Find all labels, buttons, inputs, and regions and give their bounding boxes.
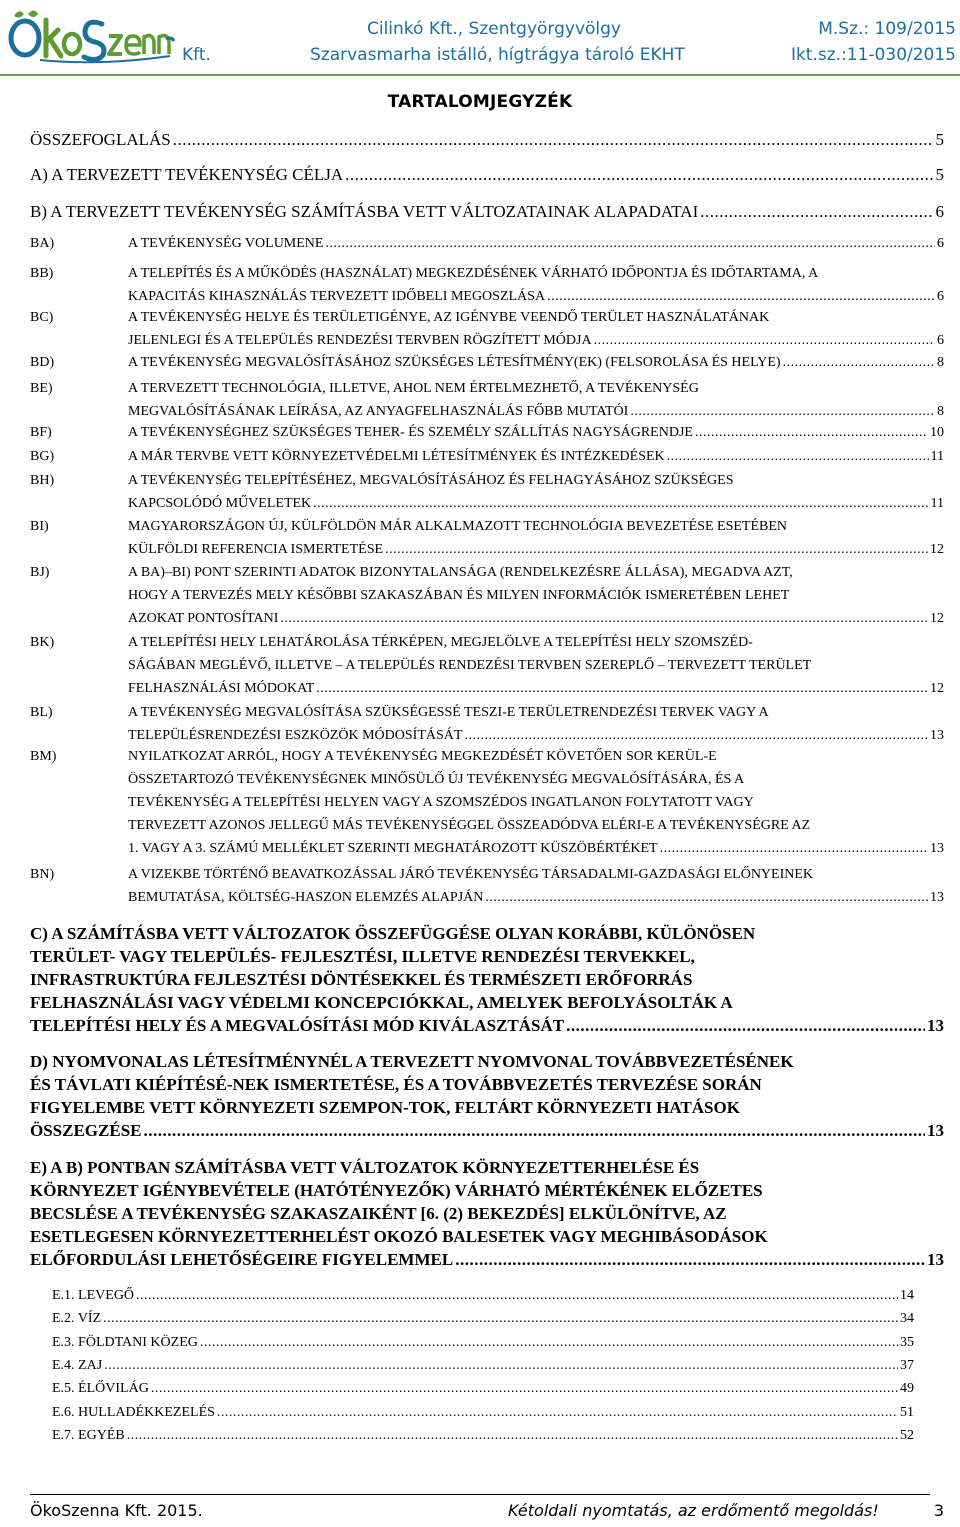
- toc-leader: [630, 400, 935, 423]
- toc-entry-code: BI): [30, 519, 49, 534]
- toc-entry-code: BC): [30, 310, 54, 325]
- toc-page-number: 35: [900, 1335, 914, 1350]
- toc-e-entry-5[interactable]: [52, 1377, 914, 1400]
- header-center: [310, 16, 685, 68]
- toc-entry-text: E) A B) PONTBAN SZÁMÍTÁSBA VETT VÁLTOZATOK KÖRNYEZETTERHELÉSE ÉS: [30, 1158, 700, 1177]
- toc-entry-text: TEVÉKENYSÉG A TELEPÍTÉSI HELYEN VAGY A SZOMSZÉDOS INGATLANON FOLYTATOTT VAGY: [128, 795, 754, 810]
- toc-entry-text: A VIZEKBE TÖRTÉNŐ BEAVATKOZÁSSAL JÁRÓ TEVÉKENYSÉG TÁRSADALMI-GAZDASÁGI ELŐNYEINEK: [128, 867, 814, 882]
- toc-leader: [136, 1284, 898, 1307]
- toc-entry-text: KÜLFÖLDI REFERENCIA ISMERTETÉSE: [128, 542, 384, 557]
- toc-entry-code: BA): [30, 236, 55, 251]
- toc-entry-text: ÖSSZEFOGLALÁS: [30, 130, 171, 149]
- toc-entry-text: A MÁR TERVBE VETT KÖRNYEZETVÉDELMI LÉTESÍTMÉNYEK ÉS INTÉZKEDÉSEK: [128, 449, 665, 464]
- toc-sub-entry-bl[interactable]: [30, 701, 944, 747]
- toc-page-number: 13: [927, 1121, 944, 1140]
- toc-entry-text: TERVEZETT AZONOS JELLEGŰ MÁS TEVÉKENYSÉGGEL ÖSSZEADÓDVA ELÉRI-E A TEVÉKENYSÉGRE AZ: [128, 818, 811, 833]
- toc-sub-entry-bb[interactable]: [30, 262, 944, 308]
- toc-page-number: 8: [937, 404, 944, 419]
- footer-company: ÖkoSzenna Kft. 2015.: [30, 1501, 203, 1520]
- toc-entry-text: E.2. VÍZ: [52, 1311, 102, 1326]
- toc-entry-text: KÖRNYEZET IGÉNYBEVÉTELE (HATÓTÉNYEZŐK) VÁRHATÓ MÉRTÉKÉNEK ELŐZETES: [30, 1181, 763, 1200]
- toc-sub-entry-bd[interactable]: [30, 351, 944, 374]
- toc-entry-text: HOGY A TERVEZÉS MELY KÉSŐBBI SZAKASZÁBAN ÉS MILYEN INFORMÁCIÓK ISMERETÉBEN LEHET: [128, 588, 790, 603]
- toc-entry-text: C) A SZÁMÍTÁSBA VETT VÁLTOZATOK ÖSSZEFÜGGÉSE OLYAN KORÁBBI, KÜLÖNÖSEN: [30, 924, 756, 943]
- toc-e-entry-1[interactable]: [52, 1284, 914, 1307]
- toc-e-entry-3[interactable]: [52, 1331, 914, 1354]
- toc-e-entry-2[interactable]: [52, 1307, 914, 1330]
- toc-entry-text: FIGYELEMBE VETT KÖRNYEZETI SZEMPON-TOK, FELTÁRT KÖRNYEZETI HATÁSOK: [30, 1098, 740, 1117]
- toc-leader: [485, 886, 928, 909]
- toc-page-number: 12: [930, 611, 944, 626]
- toc-page-number: 10: [930, 425, 944, 440]
- toc-entry-text: A TEVÉKENYSÉG MEGVALÓSÍTÁSA SZÜKSÉGESSÉ TESZI-E TERÜLETRENDEZÉSI TERVEK VAGY A: [128, 705, 769, 720]
- toc-leader: [345, 163, 933, 186]
- toc-page-number: 8: [937, 355, 944, 370]
- toc-entry-code: BB): [30, 266, 54, 281]
- toc-page-number: 13: [930, 728, 944, 743]
- toc-sub-entry-bh[interactable]: [30, 469, 944, 515]
- toc-entry-text: A) A TERVEZETT TEVÉKENYSÉG CÉLJA: [30, 165, 344, 184]
- toc-major-entry-e[interactable]: [30, 1156, 944, 1271]
- toc-page-number: 13: [930, 890, 944, 905]
- toc-sub-entry-bc[interactable]: [30, 306, 944, 352]
- toc-entry-b[interactable]: [30, 200, 944, 223]
- toc-entry-text: ESETLEGESEN KÖRNYEZETTERHELÉST OKOZÓ BALESETEK VAGY MEGHIBÁSODÁSOK: [30, 1227, 768, 1246]
- toc-page-number: 51: [900, 1405, 914, 1420]
- footer-page-number: 3: [933, 1501, 944, 1520]
- toc-leader: [316, 677, 928, 700]
- toc-leader: [217, 1401, 898, 1424]
- toc-entry-text: E.5. ÉLŐVILÁG: [52, 1381, 149, 1396]
- toc-entry-text: E.6. HULLADÉKKEZELÉS: [52, 1405, 215, 1420]
- toc-page-number: 5: [935, 165, 944, 184]
- toc-entry-text: ELŐFORDULÁSI LEHETŐSÉGEIRE FIGYELEMMEL: [30, 1250, 454, 1269]
- header-kft: Kft.: [182, 45, 211, 65]
- toc-entry-text: ÖSSZEGZÉSE: [30, 1121, 142, 1140]
- toc-entry-text: SÁGÁBAN MEGLÉVŐ, ILLETVE – A TELEPÜLÉS RENDEZÉSI TERVBEN SZEREPLŐ – TERVEZETT TERÜLET: [128, 658, 812, 673]
- header-right: [784, 16, 956, 68]
- header-iktsz: Ikt.sz.:11-030/2015: [790, 45, 956, 65]
- toc-entry-text: A TEVÉKENYSÉG HELYE ÉS TERÜLETIGÉNYE, AZ IGÉNYBE VEENDŐ TERÜLET HASZNÁLATÁNAK: [128, 310, 770, 325]
- toc-entry-code: BG): [30, 449, 55, 464]
- toc-entry-text: KAPACITÁS KIHASZNÁLÁS TERVEZETT IDŐBELI MEGOSZLÁSA: [128, 289, 546, 304]
- toc-entry-osszefoglalas[interactable]: [30, 128, 944, 151]
- toc-leader: [695, 421, 928, 444]
- toc-entry-text: B) A TERVEZETT TEVÉKENYSÉG SZÁMÍTÁSBA VETT VÁLTOZATAINAK ALAPADATAI: [30, 202, 699, 221]
- toc-leader: [103, 1307, 898, 1330]
- toc-leader: [594, 329, 935, 352]
- toc-entry-text: KAPCSOLÓDÓ MŰVELETEK: [128, 496, 312, 511]
- toc-leader: [280, 607, 928, 630]
- toc-leader: [151, 1377, 898, 1400]
- toc-major-entry-c[interactable]: [30, 922, 944, 1037]
- toc-entry-text: MEGVALÓSÍTÁSÁNAK LEÍRÁSA, AZ ANYAGFELHASZNÁLÁS FŐBB MUTATÓI: [128, 404, 629, 419]
- toc-major-entry-d[interactable]: [30, 1050, 944, 1142]
- header-msz: M.Sz.: 109/2015: [818, 19, 956, 39]
- toc-sub-entry-bf[interactable]: [30, 421, 944, 444]
- header-project: Szarvasmarha istálló, hígtrágya tároló EKHT: [310, 45, 685, 65]
- toc-sub-entry-bj[interactable]: [30, 561, 944, 630]
- toc-entry-text: ÖSSZETARTOZÓ TEVÉKENYSÉGNEK MINŐSÜLŐ ÚJ TEVÉKENYSÉG MEGVALÓSÍTÁSÁRA, ÉS A: [128, 772, 745, 787]
- toc-entry-text: E.7. EGYÉB: [52, 1428, 125, 1443]
- toc-page-number: 12: [930, 542, 944, 557]
- toc-leader: [127, 1424, 898, 1447]
- toc-entry-code: BL): [30, 705, 53, 720]
- toc-entry-text: E.3. FÖLDTANI KÖZEG: [52, 1335, 198, 1350]
- toc-page-number: 13: [927, 1016, 944, 1035]
- toc-entry-text: BEMUTATÁSA, KÖLTSÉG-HASZON ELEMZÉS ALAPJÁN: [128, 890, 484, 905]
- toc-page-number: 6: [935, 202, 944, 221]
- toc-sub-entry-bn[interactable]: [30, 863, 944, 909]
- toc-entry-text: FELHASZNÁLÁSI VAGY VÉDELMI KONCEPCIÓKKAL, AMELYEK BEFOLYÁSOLTÁK A: [30, 993, 733, 1012]
- toc-leader: [464, 724, 928, 747]
- toc-page-number: 6: [937, 333, 944, 348]
- toc-leader: [566, 1014, 925, 1037]
- toc-page-number: 11: [930, 496, 944, 511]
- toc-leader: [385, 538, 928, 561]
- toc-page-number: 13: [930, 841, 944, 856]
- toc-page-number: 14: [900, 1288, 914, 1303]
- toc-entry-text: ÉS TÁVLATI KIÉPÍTÉSÉ-NEK ISMERTETÉSE, ÉS A TOVÁBBVEZETÉS TERVEZÉSE SORÁN: [30, 1075, 762, 1094]
- toc-entry-text: E.1. LEVEGŐ: [52, 1288, 135, 1303]
- toc-leader: [325, 232, 935, 255]
- toc-page-number: 6: [937, 236, 944, 251]
- toc-entry-text: INFRASTRUKTÚRA FEJLESZTÉSI DÖNTÉSEKKEL ÉS TERMÉSZETI ERŐFORRÁS: [30, 970, 693, 989]
- toc-entry-text: A TEVÉKENYSÉGHEZ SZÜKSÉGES TEHER- ÉS SZEMÉLY SZÁLLÍTÁS NAGYSÁGRENDJE: [128, 425, 693, 440]
- toc-sub-entry-bk[interactable]: [30, 631, 944, 700]
- toc-page-number: 11: [930, 449, 944, 464]
- toc-entry-text: A TERVEZETT TECHNOLÓGIA, ILLETVE, AHOL NEM ÉRTELMEZHETŐ, A TEVÉKENYSÉG: [128, 381, 699, 396]
- toc-leader: [660, 837, 928, 860]
- toc-entry-text: 1. VAGY A 3. SZÁMÚ MELLÉKLET SZERINTI MEGHATÁROZOTT KÜSZÖBÉRTÉKET: [128, 841, 658, 856]
- toc-entry-code: BJ): [30, 565, 50, 580]
- toc-entry-text: TELEPÜLÉSRENDEZÉSI ESZKÖZÖK MÓDOSÍTÁSÁT: [128, 728, 463, 743]
- toc-entry-code: BM): [30, 749, 57, 764]
- toc-page-number: 5: [935, 130, 944, 149]
- toc-page-number: 13: [927, 1250, 944, 1269]
- footer-slogan: Kétoldali nyomtatás, az erdőmentő megoldás!: [508, 1501, 879, 1520]
- toc-page-number: 34: [900, 1311, 914, 1326]
- toc-page-number: 52: [900, 1428, 914, 1443]
- toc-entry-text: JELENLEGI ÉS A TELEPÜLÉS RENDEZÉSI TERVBEN RÖGZÍTETT MÓDJA: [128, 333, 592, 348]
- toc-page-number: 49: [900, 1381, 914, 1396]
- toc-leader: [173, 128, 934, 151]
- toc-entry-code: BF): [30, 425, 52, 440]
- toc-entry-text: NYILATKOZAT ARRÓL, HOGY A TEVÉKENYSÉG MEGKEZDÉSÉT KÖVETŐEN SOR KERÜL-E: [128, 749, 717, 764]
- toc-entry-code: BN): [30, 867, 55, 882]
- toc-entry-text: A TEVÉKENYSÉG VOLUMENE: [128, 236, 324, 251]
- toc-entry-code: BK): [30, 635, 55, 650]
- toc-sub-entry-bm[interactable]: [30, 745, 944, 860]
- toc-entry-text: A TELEPÍTÉSI HELY LEHATÁROLÁSA TÉRKÉPEN, MEGJELÖLVE A TELEPÍTÉSI HELY SZOMSZÉD-: [128, 635, 753, 650]
- toc-entry-text: A TEVÉKENYSÉG TELEPÍTÉSÉHEZ, MEGVALÓSÍTÁSÁHOZ ÉS FELHAGYÁSÁHOZ SZÜKSÉGES: [128, 473, 734, 488]
- toc-entry-text: AZOKAT PONTOSÍTANI: [128, 611, 279, 626]
- toc-entry-text: A TEVÉKENYSÉG MEGVALÓSÍTÁSÁHOZ SZÜKSÉGES LÉTESÍTMÉNY(EK) (FELSOROLÁSA ÉS HELYE): [128, 355, 781, 370]
- toc-leader: [200, 1331, 898, 1354]
- toc-entry-a[interactable]: [30, 163, 944, 186]
- toc-entry-text: MAGYARORSZÁGON ÚJ, KÜLFÖLDÖN MÁR ALKALMAZOTT TECHNOLÓGIA BEVEZETÉSE ESETÉBEN: [128, 519, 788, 534]
- toc-entry-text: TERÜLET- VAGY TELEPÜLÉS- FEJLESZTÉSI, ILLETVE RENDEZÉSI TERVEKKEL,: [30, 947, 695, 966]
- toc-entry-code: BD): [30, 355, 55, 370]
- toc-entry-text: E.4. ZAJ: [52, 1358, 103, 1373]
- toc-leader: [313, 492, 928, 515]
- toc-leader: [144, 1119, 925, 1142]
- toc-entry-code: BH): [30, 473, 55, 488]
- toc-entry-text: A BA)–BI) PONT SZERINTI ADATOK BIZONYTALANSÁGA (RENDELKEZÉSRE ÁLLÁSA), MEGADVA AZT,: [128, 565, 793, 580]
- footer-rule: [30, 1494, 930, 1495]
- toc-e-entry-7[interactable]: [52, 1424, 914, 1447]
- toc-entry-text: TELEPÍTÉSI HELY ÉS A MEGVALÓSÍTÁSI MÓD KIVÁLASZTÁSÁT: [30, 1016, 565, 1035]
- toc-leader: [104, 1354, 898, 1377]
- toc-leader: [455, 1248, 925, 1271]
- toc-e-entry-6[interactable]: [52, 1401, 914, 1424]
- toc-page-number: 37: [900, 1358, 914, 1373]
- toc-leader: [547, 285, 935, 308]
- toc-entry-text: FELHASZNÁLÁSI MÓDOKAT: [128, 681, 315, 696]
- toc-page-number: 12: [930, 681, 944, 696]
- toc-leader: [700, 200, 933, 223]
- toc-sub-entry-be[interactable]: [30, 377, 944, 423]
- toc-leader: [667, 445, 929, 468]
- toc-sub-entry-ba[interactable]: [30, 232, 944, 255]
- header-rule: [0, 74, 960, 76]
- toc-page-number: 6: [937, 289, 944, 304]
- toc-sub-entry-bi[interactable]: [30, 515, 944, 561]
- toc-entry-code: BE): [30, 381, 53, 396]
- toc-entry-text: BECSLÉSE A TEVÉKENYSÉG SZAKASZAIKÉNT [6. (2) BEKEZDÉS] ELKÜLÖNÍTVE, AZ: [30, 1204, 727, 1223]
- toc-e-entry-4[interactable]: [52, 1354, 914, 1377]
- toc-entry-text: A TELEPÍTÉS ÉS A MŰKÖDÉS (HASZNÁLAT) MEGKEZDÉSÉNEK VÁRHATÓ IDŐPONTJA ÉS IDŐTARTAMA, A: [128, 266, 819, 281]
- header-left-suffix: [182, 16, 238, 68]
- toc-entry-text: D) NYOMVONALAS LÉTESÍTMÉNYNÉL A TERVEZETT NYOMVONAL TOVÁBBVEZETÉSÉNEK: [30, 1052, 794, 1071]
- toc-title: TARTALOMJEGYZÉK: [387, 92, 573, 112]
- page-header: [0, 0, 960, 80]
- toc-leader: [783, 351, 935, 374]
- header-company: Cilinkó Kft., Szentgyörgyvölgy: [366, 19, 621, 39]
- okoszenna-logo: [6, 6, 176, 68]
- toc-sub-entry-bg[interactable]: [30, 445, 944, 468]
